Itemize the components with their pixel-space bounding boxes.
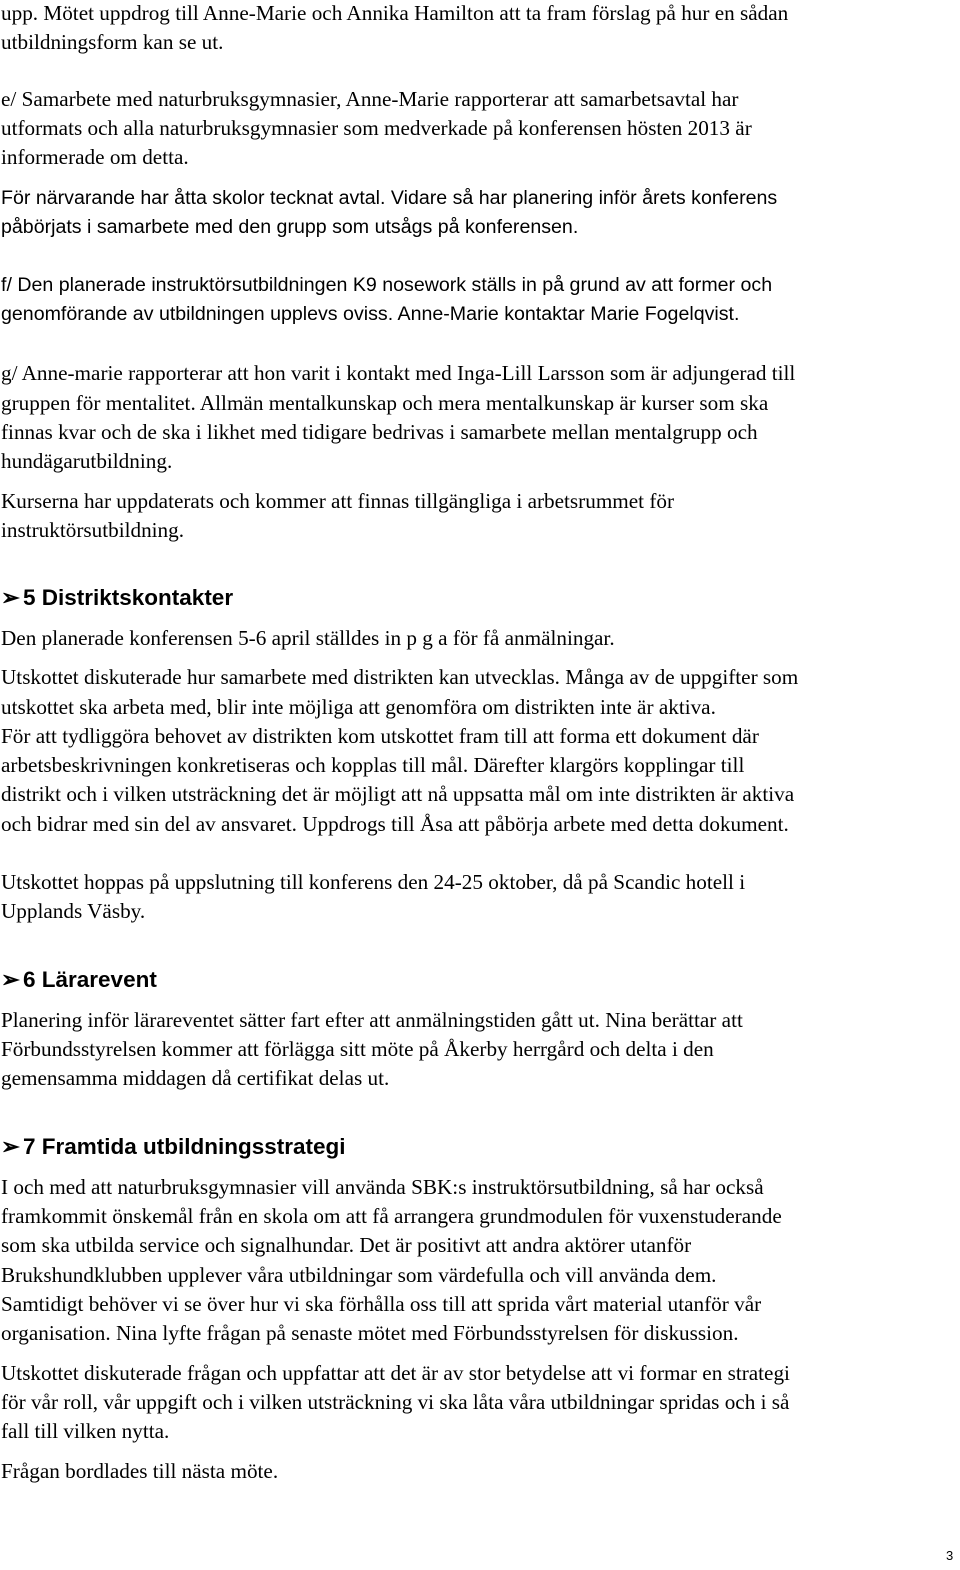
section-title: 7 Framtida utbildningsstrategi <box>23 1134 346 1159</box>
text-line: instruktörsutbildning. <box>1 518 185 542</box>
section-heading <box>1 587 233 610</box>
text-line: upp. Mötet uppdrog till Anne-Marie och Annika Hamilton att ta fram förslag på hur en sådan <box>1 1 789 25</box>
text-line: utformats och alla naturbruksgymnasier som medverkade på konferensen hösten 2013 är <box>1 116 752 140</box>
text-line: som ska utbilda service och signalhundar. Det är positivt att andra aktörer utanför <box>1 1233 692 1257</box>
text-line: för vår roll, vår uppgift och i vilken utsträckning vi ska låta våra utbildningar spridas och i så <box>1 1390 790 1414</box>
text-line: För närvarande har åtta skolor tecknat avtal. Vidare så har planering inför årets konferens <box>1 187 778 209</box>
text-line: gemensamma middagen då certifikat delas ut. <box>1 1066 390 1090</box>
text-line: Planering inför lärareventet sätter fart efter att anmälningstiden gått ut. Nina berättar att <box>1 1008 743 1032</box>
page-number: 3 <box>946 1548 954 1563</box>
text-line: framkommit önskemål från en skola om att få arrangera grundmodulen för vuxenstuderande <box>1 1204 782 1228</box>
text-line: fall till vilken nytta. <box>1 1419 170 1443</box>
arrow-bullet-icon: ➢ <box>1 967 20 992</box>
text-line: Frågan bordlades till nästa möte. <box>1 1459 279 1483</box>
text-line: gruppen för mentalitet. Allmän mentalkunskap och mera mentalkunskap är kurser som ska <box>1 391 769 415</box>
text-line: utskottet ska arbeta med, blir inte möjliga att genomföra om distrikten inte är aktiva. <box>1 695 716 719</box>
section-heading <box>1 969 157 992</box>
text-line: Utskottet hoppas på uppslutning till konferens den 24-25 oktober, då på Scandic hotell i <box>1 870 746 894</box>
text-line: Förbundsstyrelsen kommer att förlägga sitt möte på Åkerby herrgård och delta i den <box>1 1037 714 1061</box>
text-line: Brukshundklubben upplever våra utbildningar som värdefulla och vill använda dem. <box>1 1263 717 1287</box>
text-line: Kurserna har uppdaterats och kommer att finnas tillgängliga i arbetsrummet för <box>1 489 675 513</box>
text-line: Utskottet diskuterade frågan och uppfattar att det är av stor betydelse att vi formar en strategi <box>1 1361 790 1385</box>
text-line: f/ Den planerade instruktörsutbildningen K9 nosework ställs in på grund av att former och <box>1 274 773 296</box>
text-line: Samtidigt behöver vi se över hur vi ska förhålla oss till att sprida vårt material utanför vår <box>1 1292 762 1316</box>
text-line: Upplands Väsby. <box>1 899 146 923</box>
section-title: 6 Lärarevent <box>23 967 157 992</box>
arrow-bullet-icon: ➢ <box>1 1134 20 1159</box>
text-line: informerade om detta. <box>1 145 189 169</box>
text-line: genomförande av utbildningen upplevs oviss. Anne-Marie kontaktar Marie Fogelqvist. <box>1 303 740 325</box>
text-line: påbörjats i samarbete med den grupp som utsågs på konferensen. <box>1 216 579 238</box>
text-line: g/ Anne-marie rapporterar att hon varit i kontakt med Inga-Lill Larsson som är adjungerad till <box>1 361 796 385</box>
text-line: arbetsbeskrivningen konkretiseras och kopplas till mål. Därefter klargörs kopplingar till <box>1 753 745 777</box>
text-line: och bidrar med sin del av ansvaret. Uppdrogs till Åsa att påbörja arbete med detta dokument. <box>1 812 789 836</box>
text-line: Utskottet diskuterade hur samarbete med distrikten kan utvecklas. Många av de uppgifter som <box>1 665 799 689</box>
text-line: I och med att naturbruksgymnasier vill använda SBK:s instruktörsutbildning, så har också <box>1 1175 764 1199</box>
text-line: hundägarutbildning. <box>1 449 173 473</box>
text-line: e/ Samarbete med naturbruksgymnasier, Anne-Marie rapporterar att samarbetsavtal har <box>1 87 739 111</box>
section-heading <box>1 1136 346 1159</box>
arrow-bullet-icon: ➢ <box>1 585 20 610</box>
section-title: 5 Distriktskontakter <box>23 585 234 610</box>
text-line: distrikt och i vilken utsträckning det är möjligt att nå uppsatta mål om inte distrikten är aktiva <box>1 782 795 806</box>
text-line: utbildningsform kan se ut. <box>1 30 224 54</box>
text-line: Den planerade konferensen 5-6 april ställdes in p g a för få anmälningar. <box>1 626 615 650</box>
text-line: För att tydliggöra behovet av distrikten kom utskottet fram till att forma ett dokument där <box>1 724 759 748</box>
text-line: finnas kvar och de ska i likhet med tidigare bedrivas i samarbete mellan mentalgrupp och <box>1 420 758 444</box>
text-line: organisation. Nina lyfte frågan på senaste mötet med Förbundsstyrelsen för diskussion. <box>1 1321 739 1345</box>
